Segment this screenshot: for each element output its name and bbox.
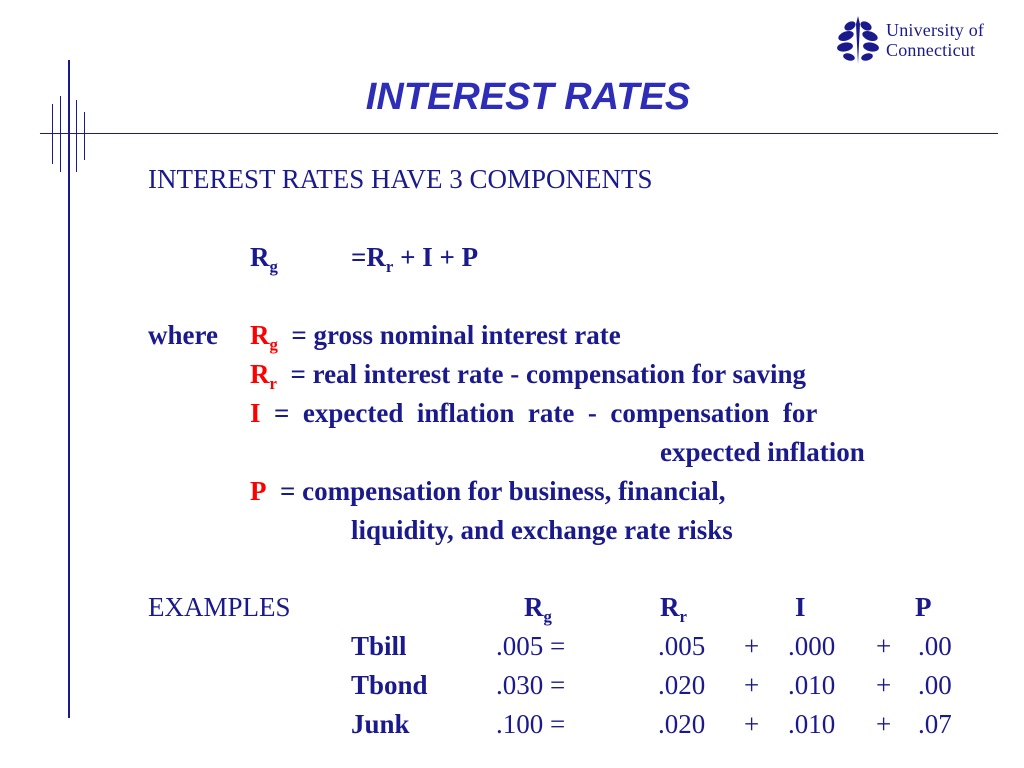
definition-rg-sym: R <box>250 320 270 350</box>
example-row-rr: .020 <box>658 670 706 700</box>
decor-vertical-line-main <box>68 60 70 718</box>
example-row-plus1: + <box>744 670 760 700</box>
example-row-p: .00 <box>918 631 952 661</box>
definition-rr-text: = real interest rate - compensation for saving <box>290 359 806 389</box>
example-row-rg: .100 = <box>496 709 566 739</box>
intro-text: INTEREST RATES HAVE 3 COMPONENTS <box>148 164 653 194</box>
examples-header-rr <box>660 592 687 626</box>
examples-header-rg-sub: g <box>543 606 552 626</box>
example-row-name: Tbond <box>351 670 428 700</box>
decor-vertical-line-4 <box>84 112 85 160</box>
definition-rr-sub: r <box>269 373 277 393</box>
example-row-plus2: + <box>876 631 892 661</box>
examples-header-rg <box>524 592 552 626</box>
logo-line-connecticut: Connecticut <box>886 40 976 60</box>
definition-i-symbol: I <box>250 398 261 428</box>
example-row-rg: .005 = <box>496 631 566 661</box>
example-row-plus1: + <box>744 631 760 661</box>
examples-label: EXAMPLES <box>148 592 291 622</box>
definition-p-continued: liquidity, and exchange rate risks <box>351 515 733 545</box>
examples-header-i: I <box>795 592 806 622</box>
example-row-rr: .020 <box>658 709 706 739</box>
definition-rr-symbol <box>250 359 277 393</box>
definition-p-symbol: P <box>250 476 267 506</box>
example-row-i: .000 <box>788 631 836 661</box>
examples-header-rr-sym: R <box>660 592 680 622</box>
example-row-p: .00 <box>918 670 952 700</box>
definition-rg-symbol <box>250 320 278 354</box>
definition-rg <box>250 320 621 354</box>
oak-leaf-seal-icon <box>836 14 880 66</box>
definition-p <box>250 476 725 507</box>
where-label: where <box>148 320 218 350</box>
examples-header-p: P <box>915 592 932 622</box>
example-row-i: .010 <box>788 670 836 700</box>
example-row-name: Tbill <box>351 631 407 661</box>
equation-lhs-subscript: g <box>269 256 278 276</box>
definition-i <box>250 398 817 429</box>
example-row-rg: .030 = <box>496 670 566 700</box>
definition-i-continued: expected inflation <box>660 437 865 467</box>
page-title: INTEREST RATES <box>365 76 691 118</box>
definition-rr <box>250 359 806 393</box>
example-row-plus1: + <box>744 709 760 739</box>
title-rule <box>40 133 998 134</box>
definition-rg-sub: g <box>269 334 278 354</box>
example-row-plus2: + <box>876 670 892 700</box>
example-row-plus2: + <box>876 709 892 739</box>
logo-line-university: University of <box>886 20 985 40</box>
equation-rhs-rest: + I + P <box>393 242 479 272</box>
uconn-logo <box>836 14 1006 70</box>
equation-rhs-eq: =R <box>351 242 386 272</box>
equation-lhs-symbol: R <box>250 242 270 272</box>
definition-rr-sym: R <box>250 359 270 389</box>
equation-rhs <box>351 242 479 276</box>
equation-lhs <box>250 242 278 276</box>
example-row-rr: .005 <box>658 631 706 661</box>
example-row-name: Junk <box>351 709 410 739</box>
examples-header-rg-sym: R <box>524 592 544 622</box>
definition-rg-text: = gross nominal interest rate <box>291 320 621 350</box>
equation-rhs-subscript: r <box>385 256 394 276</box>
definition-i-text: = expected inflation rate - compensation for <box>274 398 818 428</box>
example-row-p: .07 <box>918 709 952 739</box>
definition-p-text: = compensation for business, financial, <box>280 476 726 506</box>
example-row-i: .010 <box>788 709 836 739</box>
examples-header-rr-sub: r <box>679 606 687 626</box>
